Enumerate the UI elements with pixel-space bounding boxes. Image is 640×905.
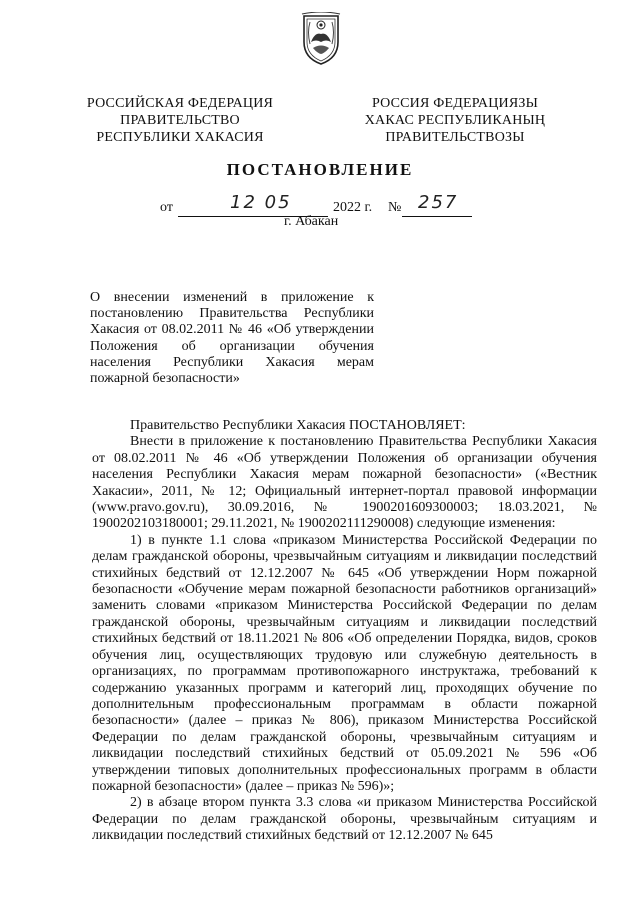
document-body: [92, 418, 597, 845]
document-subject: О внесении изменений в приложение к постановлению Правительства Республики Хакасия от 08.02.2011 № 46 «Об утверждении Положения об организации обучения населения Республики Хакасия мерам пожарной безопасности»: [90, 290, 374, 387]
header-right-line: ПРАВИТЕЛЬСТВОЗЫ: [385, 130, 525, 145]
city-name: г. Абакан: [284, 214, 339, 229]
body-paragraph: Внести в приложение к постановлению Правительства Республики Хакасия от 08.02.2011 № 46 «Об утверждении Положения об организации обучения населения Республики Хакасия мерам пожарной безопасности» («Вестник Хакасии», 2011, № 12; Официальный интернет-портал правовой информации (www.pravo.gov.ru), 30.09.2016, № 1900201609300003; 18.03.2021, № 1900202103180001; 29.11.2021, № 1900202111290008) следующие изменения:: [92, 434, 597, 532]
body-paragraph: 1) в пункте 1.1 слова «приказом Министерства Российской Федерации по делам гражданской обороны, чрезвычайным ситуациям и ликвидации последствий стихийных бедствий от 12.12.2007 № 645 «Об утверждении Норм пожарной безопасности «Обучение мерам пожарной безопасности работников организаций» заменить словами «приказом Министерства Российской Федерации по делам гражданской обороны, чрезвычайным ситуациям и ликвидации последствий стихийных бедствий от 18.11.2021 № 806 «Об определении Порядка, видов, сроков обучения лиц, осуществляющих трудовую или служебную деятельность в организациях, по программам противопожарного инструктажа, требований к содержанию указанных программ и категорий лиц, проходящих обучение по дополнительным профессиональным программам в области пожарной безопасности» (далее – приказ № 806), приказом Министерства Российской Федерации по делам гражданской обороны, чрезвычайным ситуациям и ликвидации последствий стихийных бедствий от 05.09.2021 № 596 «Об утверждении типовых дополнительных профессиональных программ в области пожарной безопасности» (далее – приказ № 596)»;: [92, 532, 597, 794]
header-left-line: РОССИЙСКАЯ ФЕДЕРАЦИЯ: [86, 96, 274, 111]
year-text: 2022 г.: [333, 200, 373, 215]
body-paragraph: 2) в абзаце втором пункта 3.3 слова «и приказом Министерства Российской Федерации по делам гражданской обороны, чрезвычайным ситуациям и ликвидации последствий стихийных бедствий от 12.12.2007 № 645: [92, 795, 597, 844]
number-sign: №: [388, 200, 402, 215]
document-title: ПОСТАНОВЛЕНИЕ: [226, 160, 414, 179]
handwritten-number: 257: [418, 192, 459, 213]
header-right-khakas: [355, 95, 555, 146]
header-right-line: РОССИЯ ФЕДЕРАЦИЯЗЫ: [371, 96, 539, 111]
header-right-line: ХАКАС РЕСПУБЛИКАНЫҢ: [364, 113, 546, 128]
header-left-russian: [80, 95, 280, 146]
date-prefix: от: [160, 200, 173, 215]
handwritten-date: 12 05: [230, 192, 292, 213]
header-left-line: ПРАВИТЕЛЬСТВО: [120, 113, 240, 128]
body-paragraph: Правительство Республики Хакасия ПОСТАНОВЛЯЕТ:: [130, 418, 466, 433]
header-left-line: РЕСПУБЛИКИ ХАКАСИЯ: [96, 130, 264, 145]
khakassia-coat-of-arms-emblem: [298, 12, 344, 66]
